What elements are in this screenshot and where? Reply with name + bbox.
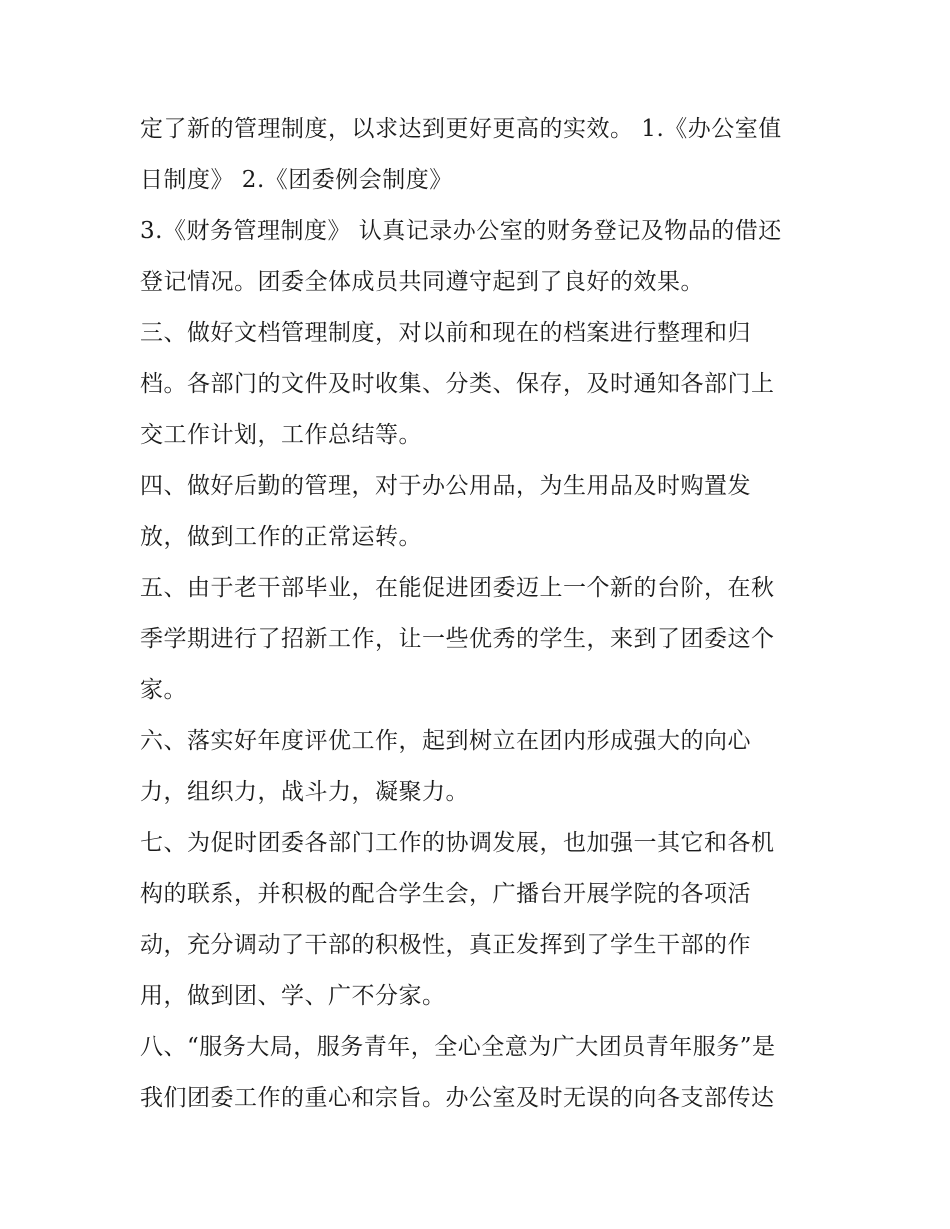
text-line: 登记情况。团委全体成员共同遵守起到了良好的效果。 [140, 269, 704, 295]
text-line: 家。 [140, 677, 187, 703]
text-line: 八、“服务大局，服务青年，全心全意为广大团员青年服务”是 [140, 1034, 776, 1060]
text-line: 我们团委工作的重心和宗旨。办公室及时无误的向各支部传达 [140, 1085, 775, 1111]
text-line: 六、落实好年度评优工作，起到树立在团内形成强大的向心 [140, 728, 751, 754]
document-body [140, 104, 820, 1124]
text-line: 四、做好后勤的管理，对于办公用品，为生用品及时购置发 [140, 473, 751, 499]
text-line: 3.《财务管理制度》 认真记录办公室的财务登记及物品的借还 [140, 218, 782, 244]
paragraph [140, 563, 820, 716]
text-line: 三、做好文档管理制度，对以前和现在的档案进行整理和归 [140, 320, 751, 346]
paragraph [140, 716, 820, 818]
text-line: 定了新的管理制度，以求达到更好更高的实效。 1.《办公室值 [140, 116, 782, 142]
text-line: 五、由于老干部毕业，在能促进团委迈上一个新的台阶，在秋 [140, 575, 775, 601]
text-line: 用，做到团、学、广不分家。 [140, 983, 446, 1009]
paragraph [140, 461, 820, 563]
paragraph [140, 206, 820, 308]
paragraph [140, 104, 820, 206]
paragraph [140, 1022, 820, 1124]
text-line: 动，充分调动了干部的积极性，真正发挥到了学生干部的作 [140, 932, 751, 958]
text-line: 季学期进行了招新工作，让一些优秀的学生，来到了团委这个 [140, 626, 775, 652]
text-line: 日制度》 2.《团委例会制度》 [140, 167, 453, 193]
text-line: 交工作计划，工作总结等。 [140, 422, 422, 448]
text-line: 构的联系，并积极的配合学生会，广播台开展学院的各项活 [140, 881, 751, 907]
text-line: 力，组织力，战斗力，凝聚力。 [140, 779, 469, 805]
paragraph [140, 308, 820, 461]
text-line: 放，做到工作的正常运转。 [140, 524, 422, 550]
paragraph [140, 818, 820, 1022]
text-line: 七、为促时团委各部门工作的协调发展，也加强一其它和各机 [140, 830, 775, 856]
text-line: 档。各部门的文件及时收集、分类、保存，及时通知各部门上 [140, 371, 775, 397]
